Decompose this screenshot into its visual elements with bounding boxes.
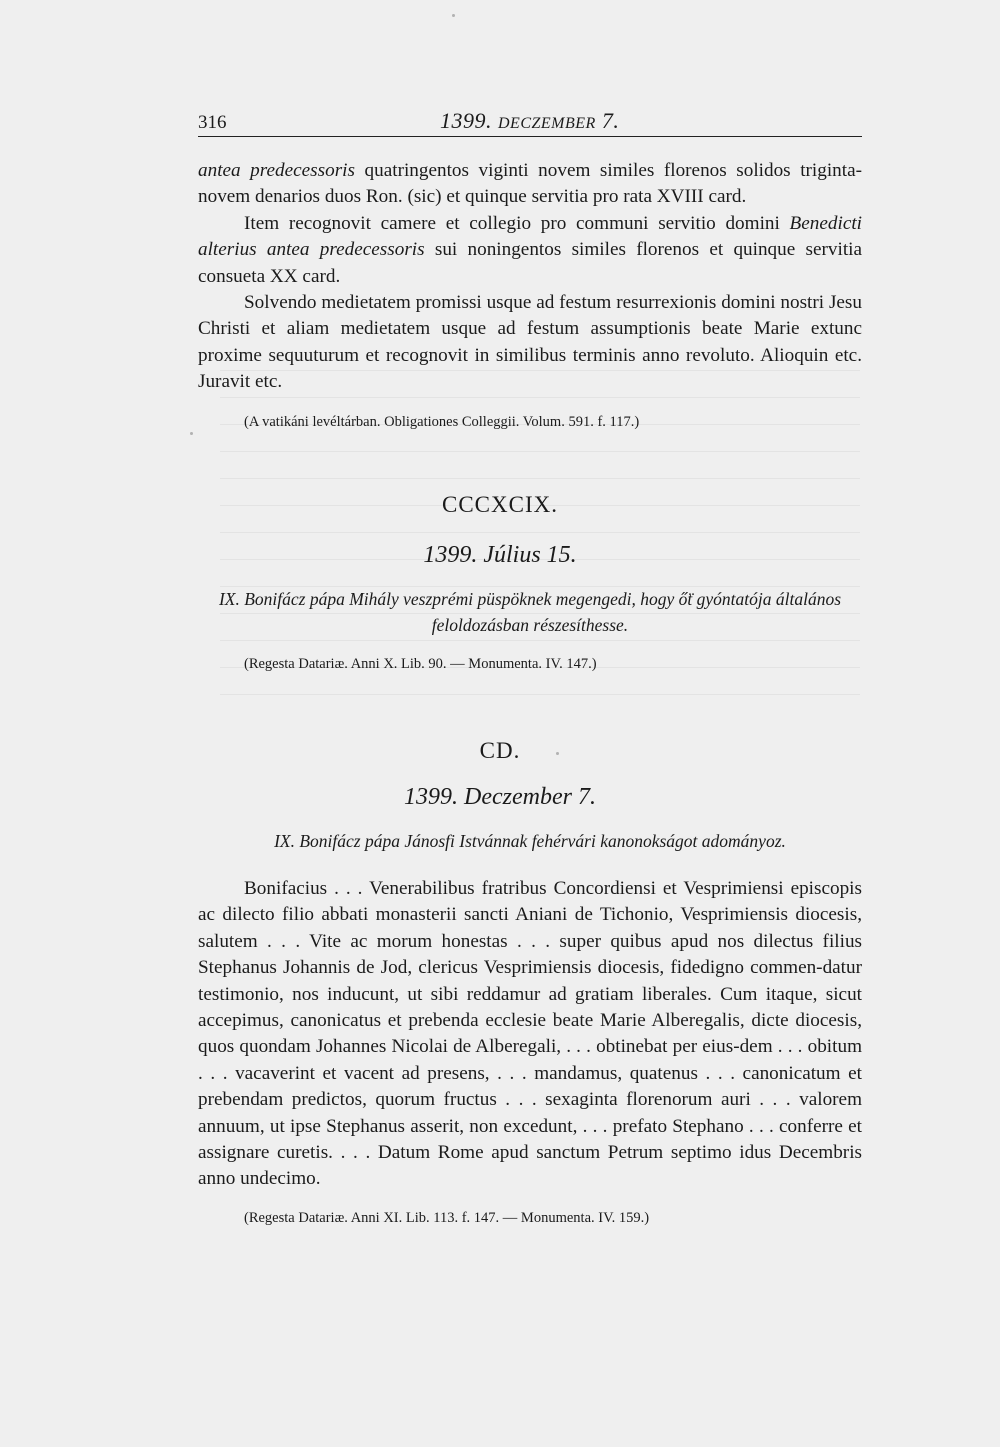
paragraph: Bonifacius . . . Venerabilibus fratribus Concordiensi et Vesprimiensi episcopis ac dilecto filio abbati monasterii sancti Aniani de Tichonio, Vesprimiensis diocesis, salutem . . . Vite ac morum honestas . . . super quibus apud nos dilectus filius Stephanus Johannis de Jod, clericus Vesprimiensis diocesis, fidedigno commen-datur testimonio, nos inducunt, ut sibi reddamur ad gratiam liberales. Cum itaque, sicut accepimus, canonicatus et prebenda ecclesie beate Marie Alberegalis, dicte diocesis, quos quondam Johannes Nicolai de Alberegali, . . . obtinebat per eius-dem . . . obitum . . . vacaverint et vacent ad presens, . . . mandamus, quatenus . . . canonicatum et prebendam predictos, quorum fructus . . . sexaginta florenorum auri . . . valorem annuum, ut ipse Stephanus asserit, non excedunt, . . . prefato Stephano . . . conferre et assignare curetis. . . . Datum Rome apud sanctum Petrum septimo idus Decembris anno undecimo.: [198, 878, 862, 1190]
paragraph-text: sui noningentos similes florenos et quinque servitia consueta XX card.: [198, 239, 863, 287]
paper-speck: [190, 432, 193, 435]
paragraph: Solvendo medietatem promissi usque ad festum resurrexionis domini nostri Jesu Christi et aliam medietatem usque ad festum assumptionis beate Marie extunc proxime sequuturum et recognovit in similibus terminis anno revoluto. Alioquin etc. Juravit etc.: [198, 292, 862, 393]
paper-speck: [452, 14, 455, 17]
running-year: 1399.: [440, 108, 492, 133]
regest: IX. Bonifácz pápa Jánosfi Istvánnak fehérvári kanonokságot adományoz.: [274, 831, 786, 851]
document-date: 1399. Július 15.: [423, 542, 577, 568]
document-date: 1399. Deczember 7.: [404, 784, 596, 810]
paragraph: [198, 158, 862, 211]
regest: [198, 586, 862, 638]
italic-phrase: Benedicti alterius antea predecessoris: [198, 212, 862, 261]
paragraph-text: Item recognovit camere et collegio pro communi servitio domini: [244, 212, 790, 234]
citation: (Regesta Datariæ. Anni XI. Lib. 113. f. 147. — Monumenta. IV. 159.): [244, 1210, 650, 1226]
regest-line: feloldozásban részesíthesse.: [431, 615, 629, 635]
citation: (Regesta Datariæ. Anni X. Lib. 90. — Monumenta. IV. 147.): [244, 656, 597, 672]
continuation-text: [198, 158, 862, 396]
document-numeral: CD.: [479, 738, 521, 763]
paragraph-text: quatringentos viginti novem similes florenos solidos triginta-novem denarios duos Ron. (sic) et quinque servitia pro rata XVIII card.: [198, 160, 862, 208]
running-day: 7.: [601, 108, 620, 133]
italic-phrase: antea predecessoris: [198, 160, 355, 181]
running-month: DECZEMBER: [498, 115, 596, 132]
page-number: 316: [198, 112, 227, 133]
document-numeral: CCCXCIX.: [442, 492, 558, 517]
paragraph: [198, 211, 862, 290]
running-title: [440, 108, 619, 134]
running-header: [198, 108, 862, 137]
citation: (A vatikáni levéltárban. Obligationes Colleggii. Volum. 591. f. 117.): [244, 414, 640, 430]
charter-text: [198, 876, 862, 1193]
regest-line: IX. Bonifácz pápa Mihály veszprémi püspöknek megengedi, hogy ő̈t gyóntatója általános: [218, 589, 842, 609]
